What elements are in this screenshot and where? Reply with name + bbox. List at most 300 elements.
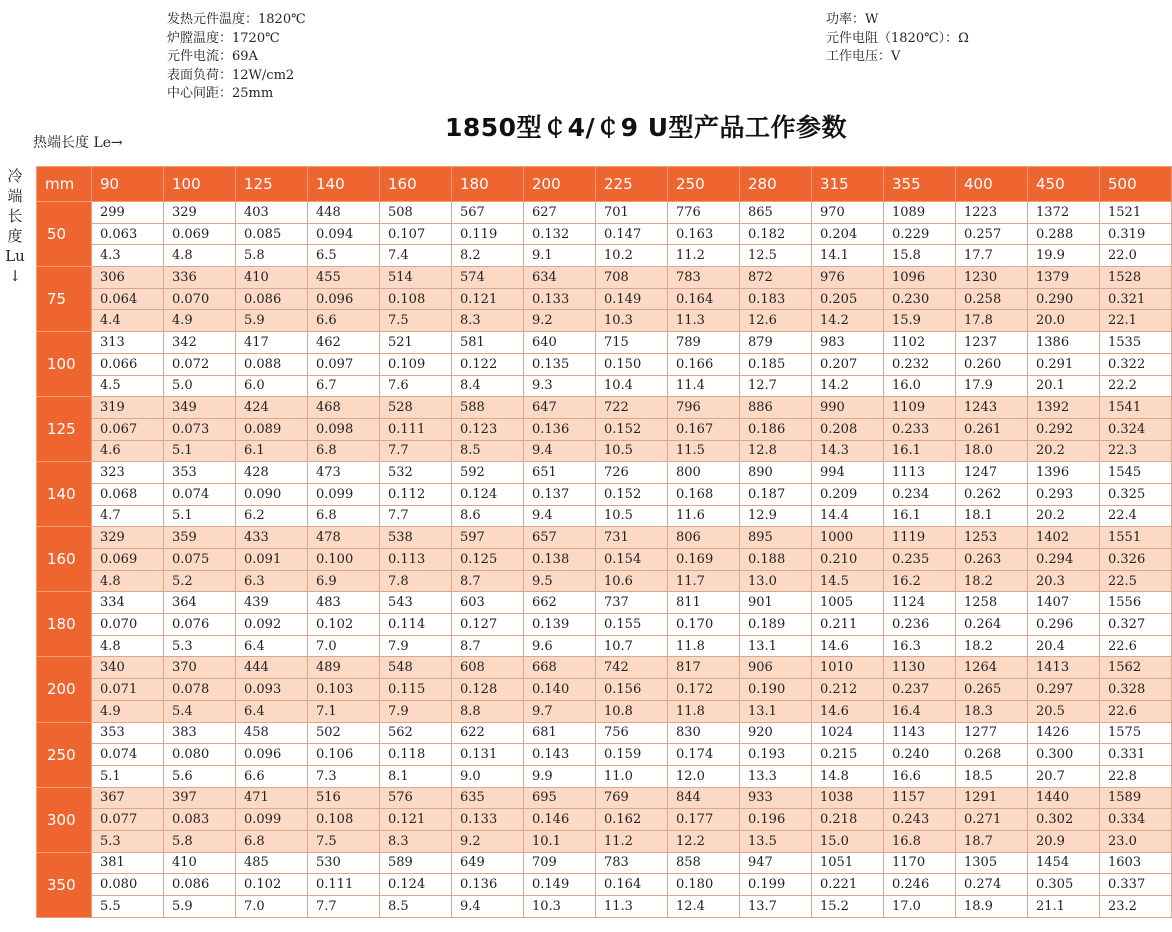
voltage-value-cell: 9.4 [524, 440, 596, 462]
resistance-value-cell: 0.099 [308, 483, 380, 505]
table-row [37, 765, 1172, 787]
voltage-value-cell: 4.8 [92, 635, 164, 657]
hot-length-header: 140 [308, 167, 380, 202]
power-value-cell: 1386 [1028, 332, 1100, 354]
voltage-value-cell: 15.9 [884, 310, 956, 332]
element-temperature: 发热元件温度：1820℃ [167, 12, 306, 27]
resistance-value-cell: 0.096 [308, 288, 380, 310]
voltage-value-cell: 5.1 [92, 765, 164, 787]
resistance-value-cell: 0.300 [1028, 744, 1100, 766]
resistance-value-cell: 0.102 [308, 614, 380, 636]
voltage-value-cell: 11.7 [668, 570, 740, 592]
cold-label-char: 冷 [7, 167, 23, 185]
resistance-value-cell: 0.097 [308, 353, 380, 375]
power-value-cell: 410 [164, 852, 236, 874]
resistance-value-cell: 0.133 [452, 809, 524, 831]
resistance-value-cell: 0.324 [1100, 418, 1172, 440]
resistance-value-cell: 0.170 [668, 614, 740, 636]
voltage-value-cell: 9.6 [524, 635, 596, 657]
table-row [37, 310, 1172, 332]
power-value-cell: 1096 [884, 267, 956, 289]
voltage-value-cell: 8.8 [452, 700, 524, 722]
power-value-cell: 489 [308, 657, 380, 679]
voltage-value-cell: 6.8 [236, 830, 308, 852]
power-value-cell: 947 [740, 852, 812, 874]
power-value-cell: 334 [92, 592, 164, 614]
voltage-value-cell: 6.9 [308, 570, 380, 592]
resistance-value-cell: 0.091 [236, 549, 308, 571]
hot-length-header: 100 [164, 167, 236, 202]
voltage-value-cell: 20.9 [1028, 830, 1100, 852]
resistance-value-cell: 0.075 [164, 549, 236, 571]
voltage-value-cell: 7.9 [380, 700, 452, 722]
resistance-value-cell: 0.334 [1100, 809, 1172, 831]
power-value-cell: 796 [668, 397, 740, 419]
power-value-cell: 1545 [1100, 462, 1172, 484]
resistance-value-cell: 0.240 [884, 744, 956, 766]
power-value-cell: 1102 [884, 332, 956, 354]
voltage-value-cell: 6.5 [308, 245, 380, 267]
power-value-cell: 1113 [884, 462, 956, 484]
resistance-value-cell: 0.193 [740, 744, 812, 766]
table-row [37, 462, 1172, 484]
hot-length-header: 500 [1100, 167, 1172, 202]
power-value-cell: 708 [596, 267, 668, 289]
parameters-right [826, 11, 969, 67]
power-value-cell: 532 [380, 462, 452, 484]
hot-length-header: 225 [596, 167, 668, 202]
resistance-value-cell: 0.143 [524, 744, 596, 766]
power-value-cell: 319 [92, 397, 164, 419]
cold-length-header: 350 [37, 852, 92, 917]
voltage-value-cell: 22.4 [1100, 505, 1172, 527]
cold-length-header: 180 [37, 592, 92, 657]
resistance-value-cell: 0.092 [236, 614, 308, 636]
resistance-value-cell: 0.205 [812, 288, 884, 310]
resistance-value-cell: 0.164 [668, 288, 740, 310]
voltage-value-cell: 5.1 [164, 505, 236, 527]
resistance-value-cell: 0.189 [740, 614, 812, 636]
resistance-value-cell: 0.230 [884, 288, 956, 310]
power-value-cell: 906 [740, 657, 812, 679]
voltage-value-cell: 5.0 [164, 375, 236, 397]
voltage-value-cell: 11.6 [668, 505, 740, 527]
cold-label-arrow: ↓ [8, 267, 22, 285]
resistance-unit: 元件电阻（1820℃）：Ω [826, 30, 969, 46]
hot-end-length-label: 热端长度 Le→ [33, 135, 123, 151]
power-value-cell: 597 [452, 527, 524, 549]
hot-length-header: 450 [1028, 167, 1100, 202]
voltage-value-cell: 6.6 [308, 310, 380, 332]
voltage-value-cell: 6.8 [308, 440, 380, 462]
power-value-cell: 1089 [884, 202, 956, 224]
voltage-value-cell: 11.2 [668, 245, 740, 267]
voltage-value-cell: 14.5 [812, 570, 884, 592]
table-row [37, 809, 1172, 831]
power-value-cell: 737 [596, 592, 668, 614]
voltage-value-cell: 16.6 [884, 765, 956, 787]
resistance-value-cell: 0.204 [812, 223, 884, 245]
voltage-value-cell: 12.6 [740, 310, 812, 332]
power-value-cell: 726 [596, 462, 668, 484]
power-value-cell: 695 [524, 787, 596, 809]
power-value-cell: 657 [524, 527, 596, 549]
voltage-value-cell: 16.1 [884, 440, 956, 462]
resistance-value-cell: 0.331 [1100, 744, 1172, 766]
voltage-value-cell: 5.3 [92, 830, 164, 852]
resistance-value-cell: 0.114 [380, 614, 452, 636]
voltage-value-cell: 17.0 [884, 896, 956, 918]
resistance-value-cell: 0.080 [92, 874, 164, 896]
voltage-value-cell: 13.5 [740, 830, 812, 852]
voltage-value-cell: 16.8 [884, 830, 956, 852]
resistance-value-cell: 0.127 [452, 614, 524, 636]
resistance-value-cell: 0.188 [740, 549, 812, 571]
cold-length-header: 125 [37, 397, 92, 462]
resistance-value-cell: 0.164 [596, 874, 668, 896]
power-value-cell: 709 [524, 852, 596, 874]
power-value-cell: 397 [164, 787, 236, 809]
voltage-value-cell: 20.3 [1028, 570, 1100, 592]
power-value-cell: 830 [668, 722, 740, 744]
resistance-value-cell: 0.136 [452, 874, 524, 896]
power-value-cell: 901 [740, 592, 812, 614]
power-value-cell: 589 [380, 852, 452, 874]
resistance-value-cell: 0.139 [524, 614, 596, 636]
resistance-value-cell: 0.207 [812, 353, 884, 375]
power-value-cell: 349 [164, 397, 236, 419]
power-value-cell: 1230 [956, 267, 1028, 289]
voltage-value-cell: 10.4 [596, 375, 668, 397]
power-value-cell: 462 [308, 332, 380, 354]
resistance-value-cell: 0.135 [524, 353, 596, 375]
resistance-value-cell: 0.302 [1028, 809, 1100, 831]
resistance-value-cell: 0.292 [1028, 418, 1100, 440]
resistance-value-cell: 0.183 [740, 288, 812, 310]
voltage-value-cell: 10.3 [596, 310, 668, 332]
resistance-value-cell: 0.108 [380, 288, 452, 310]
power-value-cell: 1109 [884, 397, 956, 419]
power-value-cell: 756 [596, 722, 668, 744]
voltage-value-cell: 11.3 [596, 896, 668, 918]
voltage-value-cell: 18.0 [956, 440, 1028, 462]
power-value-cell: 543 [380, 592, 452, 614]
voltage-value-cell: 5.4 [164, 700, 236, 722]
power-value-cell: 983 [812, 332, 884, 354]
power-value-cell: 473 [308, 462, 380, 484]
voltage-value-cell: 12.2 [668, 830, 740, 852]
resistance-value-cell: 0.100 [308, 549, 380, 571]
table-row [37, 592, 1172, 614]
resistance-value-cell: 0.131 [452, 744, 524, 766]
table-row [37, 614, 1172, 636]
voltage-value-cell: 16.2 [884, 570, 956, 592]
power-value-cell: 538 [380, 527, 452, 549]
element-current: 元件电流：69A [167, 49, 258, 64]
cold-label-char: 长 [7, 207, 23, 225]
resistance-value-cell: 0.123 [452, 418, 524, 440]
resistance-value-cell: 0.096 [236, 744, 308, 766]
cold-length-header: 75 [37, 267, 92, 332]
table-row [37, 830, 1172, 852]
resistance-value-cell: 0.068 [92, 483, 164, 505]
resistance-value-cell: 0.086 [164, 874, 236, 896]
table-row [37, 397, 1172, 419]
power-value-cell: 920 [740, 722, 812, 744]
voltage-value-cell: 14.1 [812, 245, 884, 267]
resistance-value-cell: 0.147 [596, 223, 668, 245]
power-value-cell: 458 [236, 722, 308, 744]
power-value-cell: 1305 [956, 852, 1028, 874]
resistance-value-cell: 0.102 [236, 874, 308, 896]
voltage-value-cell: 12.9 [740, 505, 812, 527]
power-value-cell: 576 [380, 787, 452, 809]
power-value-cell: 776 [668, 202, 740, 224]
resistance-value-cell: 0.293 [1028, 483, 1100, 505]
resistance-value-cell: 0.140 [524, 679, 596, 701]
power-value-cell: 701 [596, 202, 668, 224]
power-value-cell: 514 [380, 267, 452, 289]
voltage-unit: 工作电压：V [826, 49, 901, 64]
hot-length-header: 280 [740, 167, 812, 202]
power-value-cell: 383 [164, 722, 236, 744]
voltage-value-cell: 8.5 [380, 896, 452, 918]
voltage-value-cell: 22.0 [1100, 245, 1172, 267]
resistance-value-cell: 0.099 [236, 809, 308, 831]
power-value-cell: 1130 [884, 657, 956, 679]
power-value-cell: 1541 [1100, 397, 1172, 419]
power-value-cell: 890 [740, 462, 812, 484]
hot-length-header: 355 [884, 167, 956, 202]
power-value-cell: 895 [740, 527, 812, 549]
voltage-value-cell: 22.8 [1100, 765, 1172, 787]
resistance-value-cell: 0.321 [1100, 288, 1172, 310]
resistance-value-cell: 0.119 [452, 223, 524, 245]
resistance-value-cell: 0.268 [956, 744, 1028, 766]
voltage-value-cell: 8.7 [452, 635, 524, 657]
power-value-cell: 370 [164, 657, 236, 679]
table-row [37, 874, 1172, 896]
power-value-cell: 635 [452, 787, 524, 809]
power-value-cell: 933 [740, 787, 812, 809]
power-value-cell: 1243 [956, 397, 1028, 419]
table-row [37, 787, 1172, 809]
resistance-value-cell: 0.093 [236, 679, 308, 701]
power-value-cell: 1426 [1028, 722, 1100, 744]
resistance-value-cell: 0.112 [380, 483, 452, 505]
voltage-value-cell: 9.2 [452, 830, 524, 852]
table-row [37, 657, 1172, 679]
resistance-value-cell: 0.149 [524, 874, 596, 896]
voltage-value-cell: 11.4 [668, 375, 740, 397]
resistance-value-cell: 0.146 [524, 809, 596, 831]
power-value-cell: 468 [308, 397, 380, 419]
power-value-cell: 502 [308, 722, 380, 744]
voltage-value-cell: 13.3 [740, 765, 812, 787]
resistance-value-cell: 0.070 [164, 288, 236, 310]
resistance-value-cell: 0.133 [524, 288, 596, 310]
power-value-cell: 1051 [812, 852, 884, 874]
cold-end-length-label [5, 166, 25, 286]
power-value-cell: 530 [308, 852, 380, 874]
power-value-cell: 381 [92, 852, 164, 874]
voltage-value-cell: 7.7 [380, 440, 452, 462]
resistance-value-cell: 0.137 [524, 483, 596, 505]
voltage-value-cell: 23.0 [1100, 830, 1172, 852]
resistance-value-cell: 0.263 [956, 549, 1028, 571]
resistance-value-cell: 0.337 [1100, 874, 1172, 896]
resistance-value-cell: 0.257 [956, 223, 1028, 245]
voltage-value-cell: 14.6 [812, 635, 884, 657]
resistance-value-cell: 0.066 [92, 353, 164, 375]
hot-length-header: 160 [380, 167, 452, 202]
resistance-value-cell: 0.271 [956, 809, 1028, 831]
resistance-value-cell: 0.074 [164, 483, 236, 505]
power-value-cell: 1402 [1028, 527, 1100, 549]
voltage-value-cell: 5.6 [164, 765, 236, 787]
resistance-value-cell: 0.085 [236, 223, 308, 245]
power-value-cell: 1556 [1100, 592, 1172, 614]
voltage-value-cell: 12.4 [668, 896, 740, 918]
resistance-value-cell: 0.325 [1100, 483, 1172, 505]
voltage-value-cell: 7.6 [380, 375, 452, 397]
voltage-value-cell: 14.4 [812, 505, 884, 527]
resistance-value-cell: 0.212 [812, 679, 884, 701]
corner-unit-cell: mm [37, 167, 92, 202]
voltage-value-cell: 5.5 [92, 896, 164, 918]
power-value-cell: 1575 [1100, 722, 1172, 744]
power-value-cell: 1440 [1028, 787, 1100, 809]
voltage-value-cell: 20.5 [1028, 700, 1100, 722]
table-row [37, 375, 1172, 397]
resistance-value-cell: 0.069 [92, 549, 164, 571]
voltage-value-cell: 13.1 [740, 700, 812, 722]
power-value-cell: 865 [740, 202, 812, 224]
voltage-value-cell: 7.5 [308, 830, 380, 852]
power-value-cell: 1521 [1100, 202, 1172, 224]
resistance-value-cell: 0.260 [956, 353, 1028, 375]
hot-length-header: 250 [668, 167, 740, 202]
power-value-cell: 1277 [956, 722, 1028, 744]
power-value-cell: 817 [668, 657, 740, 679]
resistance-value-cell: 0.111 [380, 418, 452, 440]
resistance-value-cell: 0.124 [380, 874, 452, 896]
resistance-value-cell: 0.155 [596, 614, 668, 636]
power-value-cell: 439 [236, 592, 308, 614]
cold-length-header: 300 [37, 787, 92, 852]
voltage-value-cell: 12.0 [668, 765, 740, 787]
voltage-value-cell: 18.5 [956, 765, 1028, 787]
table-row [37, 202, 1172, 224]
power-value-cell: 548 [380, 657, 452, 679]
resistance-value-cell: 0.290 [1028, 288, 1100, 310]
voltage-value-cell: 16.4 [884, 700, 956, 722]
power-value-cell: 410 [236, 267, 308, 289]
resistance-value-cell: 0.136 [524, 418, 596, 440]
resistance-value-cell: 0.067 [92, 418, 164, 440]
voltage-value-cell: 11.5 [668, 440, 740, 462]
power-value-cell: 627 [524, 202, 596, 224]
voltage-value-cell: 7.7 [308, 896, 380, 918]
resistance-value-cell: 0.236 [884, 614, 956, 636]
voltage-value-cell: 5.3 [164, 635, 236, 657]
voltage-value-cell: 22.6 [1100, 700, 1172, 722]
power-value-cell: 647 [524, 397, 596, 419]
resistance-value-cell: 0.210 [812, 549, 884, 571]
voltage-value-cell: 10.8 [596, 700, 668, 722]
power-value-cell: 651 [524, 462, 596, 484]
parameters-left [167, 11, 306, 104]
voltage-value-cell: 22.1 [1100, 310, 1172, 332]
resistance-value-cell: 0.113 [380, 549, 452, 571]
resistance-value-cell: 0.106 [308, 744, 380, 766]
voltage-value-cell: 4.8 [92, 570, 164, 592]
voltage-value-cell: 18.9 [956, 896, 1028, 918]
voltage-value-cell: 12.5 [740, 245, 812, 267]
power-value-cell: 1005 [812, 592, 884, 614]
voltage-value-cell: 6.4 [236, 700, 308, 722]
voltage-value-cell: 18.1 [956, 505, 1028, 527]
table-row [37, 245, 1172, 267]
voltage-value-cell: 9.4 [452, 896, 524, 918]
power-value-cell: 428 [236, 462, 308, 484]
voltage-value-cell: 8.3 [380, 830, 452, 852]
voltage-value-cell: 20.4 [1028, 635, 1100, 657]
voltage-value-cell: 20.7 [1028, 765, 1100, 787]
resistance-value-cell: 0.090 [236, 483, 308, 505]
voltage-value-cell: 23.2 [1100, 896, 1172, 918]
resistance-value-cell: 0.243 [884, 809, 956, 831]
voltage-value-cell: 4.6 [92, 440, 164, 462]
resistance-value-cell: 0.070 [92, 614, 164, 636]
voltage-value-cell: 11.0 [596, 765, 668, 787]
voltage-value-cell: 9.0 [452, 765, 524, 787]
furnace-temperature: 炉膛温度：1720℃ [167, 30, 280, 46]
resistance-value-cell: 0.156 [596, 679, 668, 701]
voltage-value-cell: 11.8 [668, 635, 740, 657]
voltage-value-cell: 4.4 [92, 310, 164, 332]
voltage-value-cell: 6.6 [236, 765, 308, 787]
power-value-cell: 990 [812, 397, 884, 419]
voltage-value-cell: 11.8 [668, 700, 740, 722]
resistance-value-cell: 0.122 [452, 353, 524, 375]
voltage-value-cell: 7.1 [308, 700, 380, 722]
voltage-value-cell: 8.7 [452, 570, 524, 592]
table-row [37, 527, 1172, 549]
voltage-value-cell: 17.7 [956, 245, 1028, 267]
voltage-value-cell: 14.3 [812, 440, 884, 462]
cold-length-header: 50 [37, 202, 92, 267]
table-row [37, 505, 1172, 527]
power-value-cell: 403 [236, 202, 308, 224]
voltage-value-cell: 10.5 [596, 505, 668, 527]
voltage-value-cell: 9.3 [524, 375, 596, 397]
cold-length-header: 160 [37, 527, 92, 592]
voltage-value-cell: 5.2 [164, 570, 236, 592]
power-value-cell: 1170 [884, 852, 956, 874]
resistance-value-cell: 0.305 [1028, 874, 1100, 896]
resistance-value-cell: 0.071 [92, 679, 164, 701]
power-value-cell: 329 [92, 527, 164, 549]
voltage-value-cell: 19.9 [1028, 245, 1100, 267]
power-value-cell: 800 [668, 462, 740, 484]
table-row [37, 267, 1172, 289]
power-value-cell: 306 [92, 267, 164, 289]
resistance-value-cell: 0.111 [308, 874, 380, 896]
cold-label-char: 端 [7, 187, 23, 205]
voltage-value-cell: 8.5 [452, 440, 524, 462]
power-value-cell: 1247 [956, 462, 1028, 484]
